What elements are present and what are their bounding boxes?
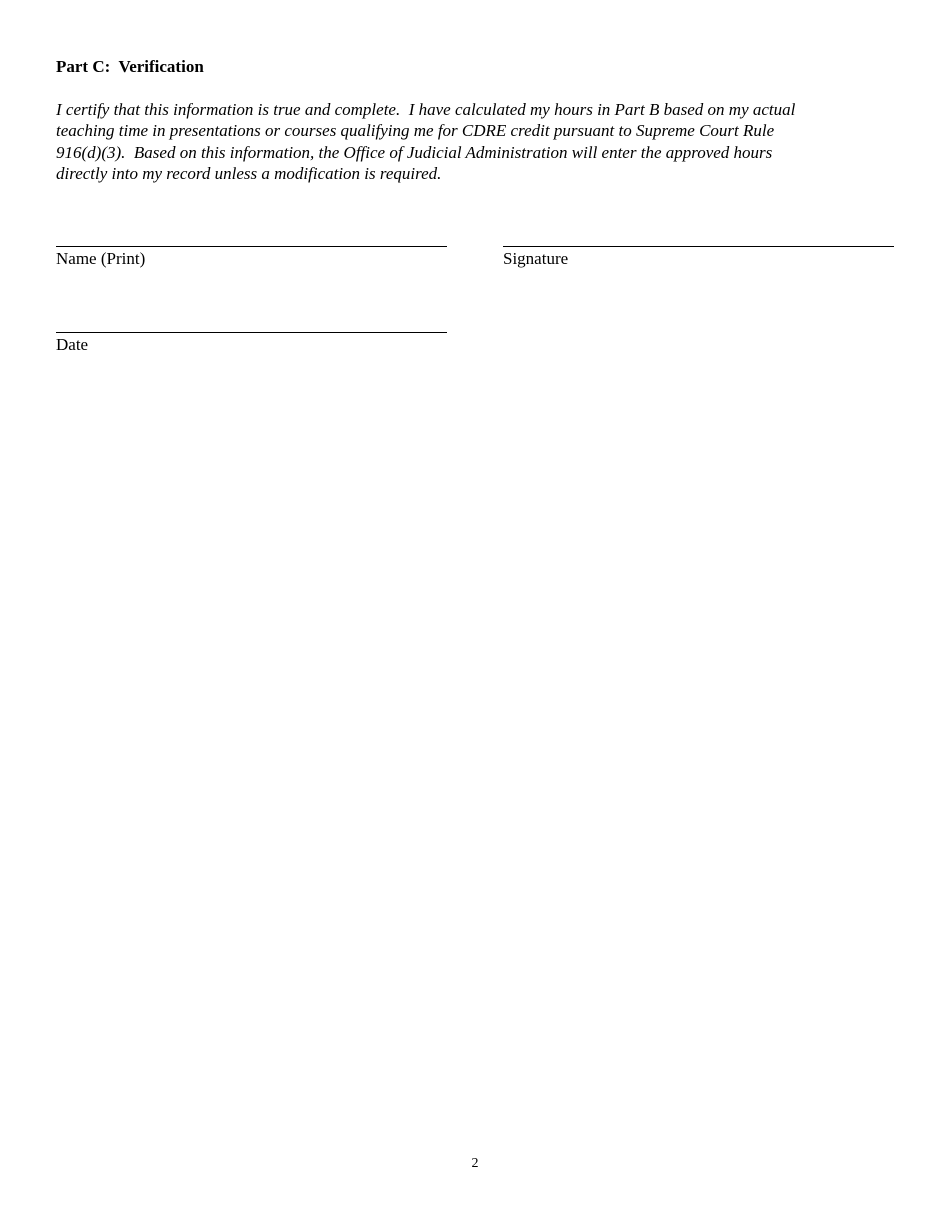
name-print-line[interactable]: [56, 246, 447, 247]
certification-line: 916(d)(3). Based on this information, the Office of Judicial Administration will enter the approved hours: [56, 142, 773, 162]
page-number: 2: [471, 1156, 479, 1171]
certification-line: I certify that this information is true and complete. I have calculated my hours in Part B based on my actual: [56, 100, 796, 119]
signature-line[interactable]: [503, 246, 894, 247]
section-heading: Part C: Verification: [56, 57, 204, 76]
signature-field[interactable]: [503, 246, 894, 269]
name-print-field[interactable]: [56, 246, 447, 269]
certification-line: teaching time in presentations or courses qualifying me for CDRE credit pursuant to Supreme Court Rule: [56, 121, 775, 141]
name-print-label: Name (Print): [56, 249, 146, 268]
date-label: Date: [56, 335, 89, 354]
certification-line: directly into my record unless a modification is required.: [56, 163, 442, 183]
certification-statement: [56, 99, 896, 184]
date-line[interactable]: [56, 332, 447, 333]
signature-label: Signature: [503, 249, 569, 268]
date-field[interactable]: [56, 332, 447, 355]
